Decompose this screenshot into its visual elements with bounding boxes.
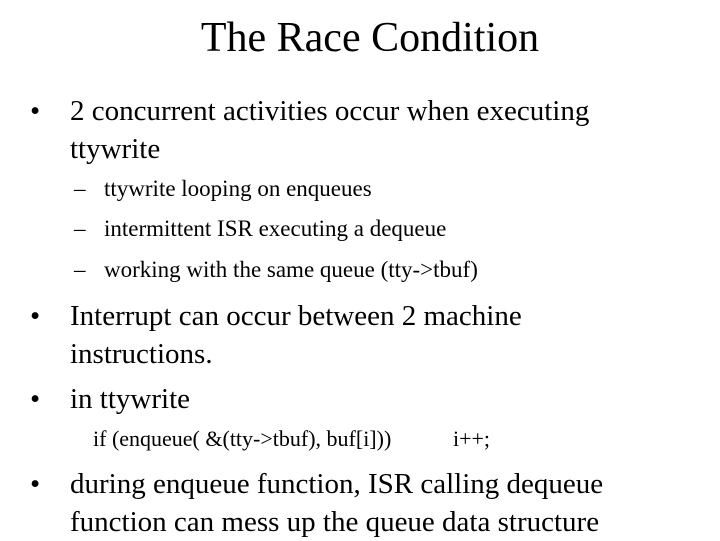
bullet-marker: • (30, 95, 41, 127)
bullet-marker: • (30, 383, 41, 415)
sub-bullet-text: working with the same queue (tty->tbuf) (104, 257, 478, 282)
sub-bullet-text: ttywrite looping on enqueues (104, 176, 372, 201)
bullet-text-line: ttywrite (70, 133, 161, 165)
sub-bullet (74, 214, 446, 244)
code-increment: i++; (453, 426, 491, 451)
bullet-marker: • (30, 300, 41, 332)
bullet-text-line: during enqueue function, ISR calling dequeue (70, 468, 604, 500)
sub-bullet-text: intermittent ISR executing a dequeue (104, 216, 447, 241)
sub-bullet-marker: – (74, 257, 86, 282)
bullet-text-line: in ttywrite (70, 383, 191, 415)
code-condition: if (enqueue( &(tty->tbuf), buf[i])) (93, 426, 392, 451)
bullet-marker: • (30, 468, 41, 500)
sub-bullet-marker: – (74, 216, 86, 241)
sub-bullet (74, 255, 478, 285)
slide-title: The Race Condition (200, 15, 540, 61)
sub-bullet-marker: – (74, 176, 86, 201)
sub-bullet (74, 174, 372, 204)
bullet-text-line: function can mess up the queue data structure (70, 506, 600, 538)
bullet-text-line: Interrupt can occur between 2 machine (70, 300, 522, 332)
code-line (93, 424, 491, 454)
bullet-text-line: instructions. (70, 338, 213, 370)
bullet-text-line: 2 concurrent activities occur when executing (70, 95, 590, 127)
